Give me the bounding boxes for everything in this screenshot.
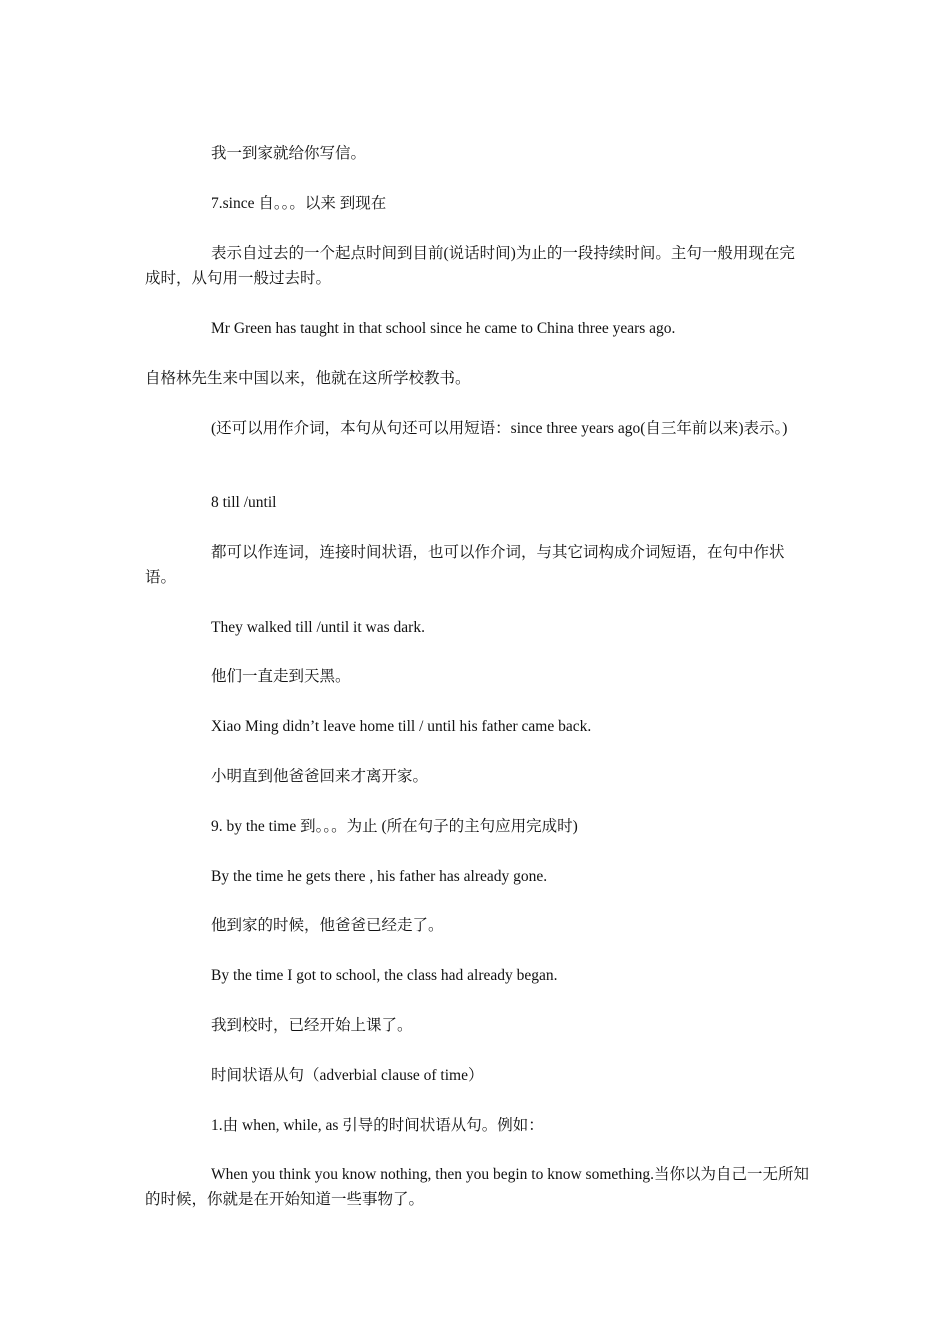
subheading-when-while-as: 1.由 when, while, as 引导的时间状语从句。例如：: [211, 1117, 544, 1134]
example-by-the-time-english-1: By the time he gets there , his father has already gone.: [211, 868, 548, 885]
example-till-chinese: 他们一直走到天黑。: [211, 668, 351, 685]
heading-by-the-time: 9. by the time 到。。。为止 (所在句子的主句应用完成时): [211, 818, 578, 835]
paragraph-since-explanation: 表示自过去的一个起点时间到目前(说话时间)为止的一段持续时间。主句一般用现在完成时，从句用一般过去时。: [145, 245, 795, 287]
example-since-english: Mr Green has taught in that school since he came to China three years ago.: [211, 320, 676, 337]
example-since-chinese: 自格林先生来中国以来，他就在这所学校教书。: [145, 370, 471, 387]
heading-till-until: 8 till /until: [211, 494, 277, 511]
example-by-the-time-english-2: By the time I got to school, the class had already began.: [211, 967, 558, 984]
example-until-chinese: 小明直到他爸爸回来才离开家。: [211, 768, 429, 785]
heading-since: 7.since 自。。。以来 到现在: [211, 195, 387, 212]
example-by-the-time-chinese-1: 他到家的时候，他爸爸已经走了。: [211, 917, 444, 934]
example-by-the-time-chinese-2: 我到校时，已经开始上课了。: [211, 1017, 413, 1034]
section-heading-adverbial-clause: 时间状语从句（adverbial clause of time）: [211, 1067, 484, 1084]
paragraph-write-letter: 我一到家就给你写信。: [211, 145, 367, 162]
example-when-bilingual: When you think you know nothing, then you begin to know something.当你以为自己一无所知的时候，你就是在开始知道一些事物了。: [145, 1166, 810, 1208]
paragraph-till-explanation: 都可以作连词，连接时间状语，也可以作介词，与其它词构成介词短语，在句中作状语。: [145, 544, 785, 586]
paragraph-since-note: (还可以用作介词，本句从句还可以用短语：since three years ago(自三年前以来)表示。): [211, 420, 788, 437]
example-until-english: Xiao Ming didn’t leave home till / until his father came back.: [211, 718, 592, 735]
example-till-english: They walked till /until it was dark.: [211, 619, 425, 636]
